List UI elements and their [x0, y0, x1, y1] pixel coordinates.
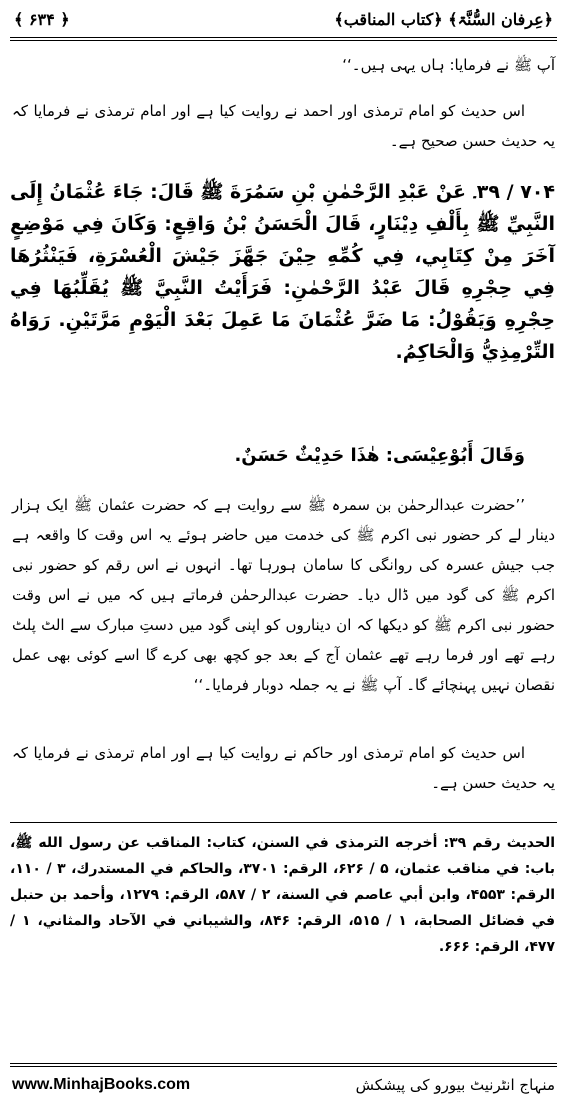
footer-divider	[10, 1063, 557, 1067]
arabic-hadith-text: ۷۰۴ / ۳۹۔ عَنْ عَبْدِ الرَّحْمٰنِ بْنِ سَمُرَةَ ﷺ قَالَ: جَاءَ عُثْمَانُ إِلَی النَّبِيِّ ﷺ بِأَلْفِ دِيْنَارٍ، قَالَ الْحَسَنُ بْنُ وَاقِعٍ: وَكَانَ فِي مَوْضِعٍ آخَرَ مِنْ كِتَابِي، فِي كُمِّهِ حِيْنَ جَهَّزَ جَيْشَ الْعُسْرَةِ، فَيَنْثُرُهَا فِي حِجْرِهِ قَالَ عَبْدُ الرَّحْمٰنِ: فَرَأَيْتُ النَّبِيَّ ﷺ يُقَلِّبُهَا فِي حِجْرِهِ وَيَقُوْلُ: مَا ضَرَّ عُثْمَانَ مَا عَمِلَ بَعْدَ الْيَوْمِ مَرَّتَيْنِ. رَوَاهُ التِّرْمِذِيُّ وَالْحَاكِمُ.	[10, 181, 555, 363]
footer-publisher: منہاج انٹرنیٹ بیورو کی پیشکش	[355, 1076, 555, 1094]
footer-website-link[interactable]: www.MinhajBooks.com	[12, 1076, 191, 1093]
page-header	[10, 4, 557, 34]
book-title: ﴿عِرفان السُّنَّۃ﴾ ﴿کتاب المناقب﴾	[334, 9, 553, 29]
header-divider	[10, 37, 557, 41]
paragraph-grading-1: اس حدیث کو امام ترمذی اور احمد نے روایت کیا ہے اور امام ترمذی نے فرمایا کہ یہ حدیث حسن صحیح ہے۔	[12, 102, 555, 150]
page-number: ﴿ ۶۳۴ ﴾	[14, 9, 70, 29]
footnote-divider	[10, 822, 557, 823]
paragraph-quote-end: آپ ﷺ نے فرمایا: ہاں یہی ہیں۔‘‘	[342, 56, 555, 74]
arabic-grading: وَقَالَ أَبُوْعِيْسَى: هٰذَا حَدِيْثٌ حَسَنٌ.	[234, 445, 525, 466]
paragraph-grading-2: اس حدیث کو امام ترمذی اور حاکم نے روایت کیا ہے اور امام ترمذی نے فرمایا کہ یہ حدیث حسن ہے۔	[12, 744, 555, 792]
footnote-citation: الحديث رقم ۳۹: أخرجه الترمذی في السنن، كتاب: المناقب عن رسول الله ﷺ، باب: في مناقب عثمان، ۵ / ۶۲۶، الرقم: ۳۷۰۱، والحاكم في المستدرك، ۳ / ۱۱۰، الرقم: ۴۵۵۳، وابن أبي عاصم في السنة، ۲ / ۵۸۷، الرقم: ۱۲۷۹، وأحمد بن حنبل في فضائل الصحابة، ۱ / ۵۱۵، الرقم: ۸۴۶، والشيباني في الآحاد والمثاني، ۱ / ۴۷۷، الرقم: ۶۶۶.	[10, 835, 556, 955]
urdu-translation: ’’حضرت عبدالرحمٰن بن سمرہ ﷺ سے روایت ہے کہ حضرت عثمان ﷺ ایک ہزار دینار لے کر حضور نبی اکرم ﷺ کی خدمت میں حاضر ہوئے یہ اس وقت کا واقعہ ہے جب جیش عسرہ کی روانگی کا سامان ہورہا تھا۔ انہوں نے اس رقم کو حضور نبی اکرم ﷺ کی گود میں ڈال دیا۔ حضرت عبدالرحمٰن فرماتے ہیں کہ میں نے اس وقت حضور نبی اکرم ﷺ کو دیکھا کہ ان دیناروں کو اپنی گود میں دستِ مبارک سے الٹ پلٹ رہے تھے اور فرما رہے تھے عثمان آج کے بعد جو کچھ بھی کرے گا اسے کوئی بھی عمل نقصان نہیں پہنچائے گا۔ آپ ﷺ نے یہ جملہ دوبار فرمایا۔‘‘	[12, 496, 555, 694]
page-footer	[12, 1070, 555, 1100]
